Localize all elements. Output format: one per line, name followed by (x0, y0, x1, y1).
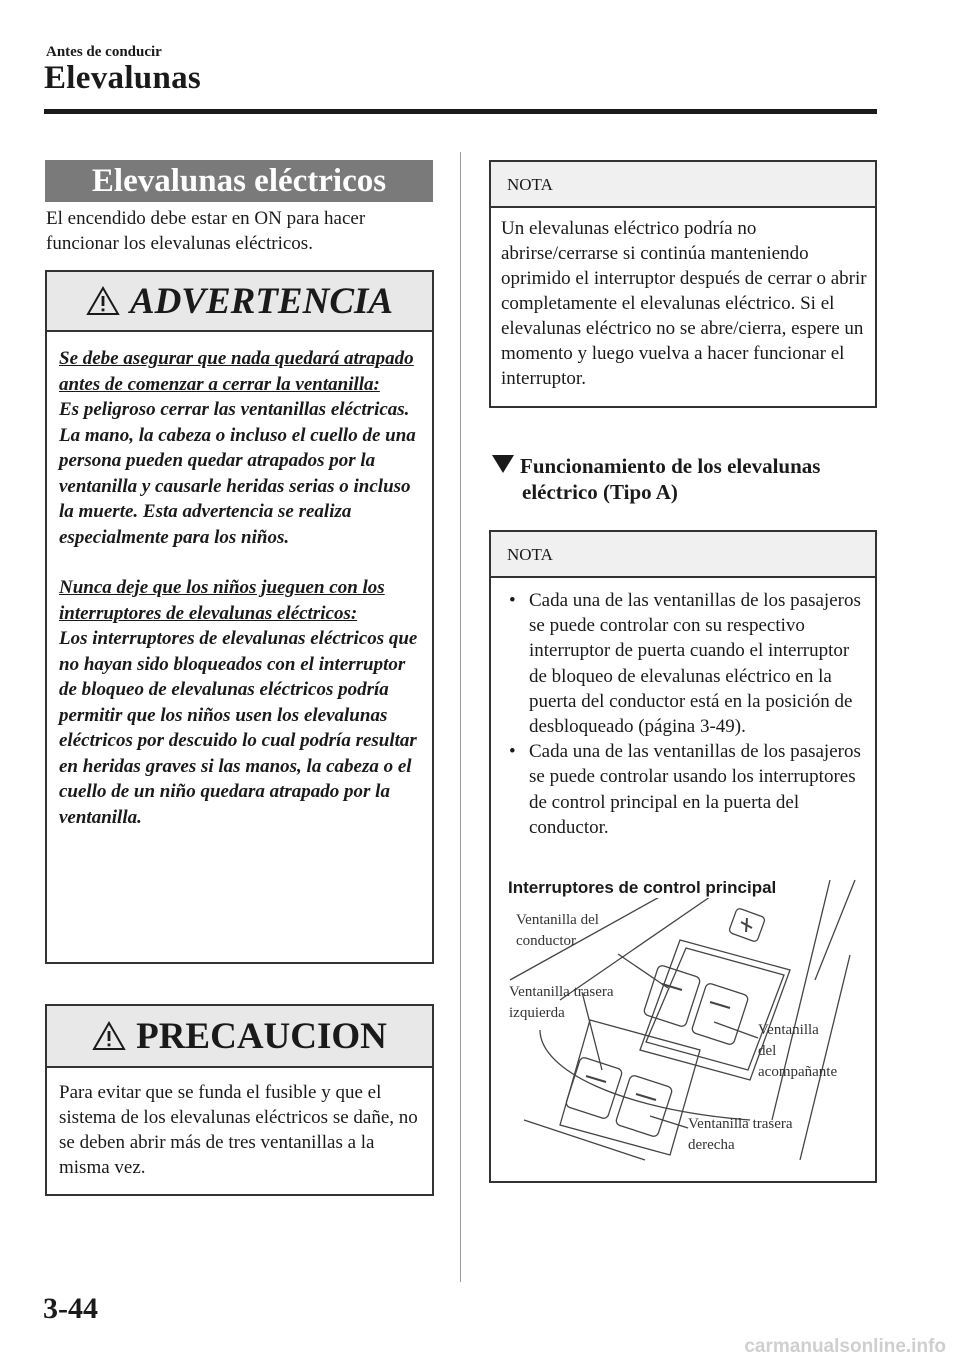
diagram-title: Interruptores de control principal (508, 878, 777, 897)
note-2-bullet: • Cada una de las ventanillas de los pasajeros se puede controlar con su respectivo interruptor de puerta cuando el interruptor de bloqueo de elevalunas eléctrico en la puerta del conductor está en la posición de desbloqueado (página 3-49). (491, 588, 867, 739)
switch-diagram (500, 870, 870, 1170)
subheading (492, 453, 872, 505)
caution-header (47, 1006, 432, 1068)
subheading-line-2: eléctrico (Tipo A) (522, 480, 678, 504)
note-2-body (491, 578, 875, 840)
note-2-bullet: • Cada una de las ventanillas de los pasajeros se puede controlar usando los interruptores de control principal en la puerta del conductor. (491, 739, 867, 840)
intro-paragraph: El encendido debe estar en ON para hacer funcionar los elevalunas eléctricos. (46, 208, 366, 254)
warning-p2-title: Nunca deje que los niños jueguen con los interruptores de elevalunas eléctricos: (59, 577, 385, 624)
caution-heading: PRECAUCION (136, 1015, 387, 1057)
warning-header (47, 272, 432, 332)
header-rule (44, 109, 877, 114)
note-1-heading: NOTA (491, 162, 875, 208)
subheading-line-1: Funcionamiento de los elevalunas (520, 454, 821, 478)
section-label: Antes de conducir (46, 44, 162, 60)
warning-triangle-icon (86, 286, 120, 316)
warning-p1-title: Se debe asegurar que nada quedará atrapado antes de comenzar a cerrar la ventanilla: (59, 348, 414, 395)
label-rear-right-window: Ventanilla trasera derecha (688, 1116, 793, 1153)
section-banner: Elevalunas eléctricos (45, 160, 433, 202)
warning-box (45, 270, 434, 964)
warning-p1-body: Es peligroso cerrar las ventanillas eléctricas. La mano, la cabeza o incluso el cuello de una persona pueden quedar atrapados por la ventanilla y causarle heridas serias o incluso la muerte. Esta advertencia se realiza especialmente para los niños. (59, 399, 416, 548)
label-driver-window: Ventanilla del conductor (516, 912, 599, 949)
warning-p2-body: Los interruptores de elevalunas eléctricos que no hayan sido bloqueados con el interruptor de bloqueo de elevalunas eléctricos podría permitir que los niños usen los elevalunas eléctricos por descuido lo cual podría resultar en heridas graves si las manos, la cabeza o el cuello de un niño quedara atrapado por la ventanilla. (59, 628, 418, 828)
caution-triangle-icon (92, 1021, 126, 1051)
column-divider (460, 152, 461, 1282)
page-title: Elevalunas (44, 60, 202, 96)
page-number: 3-44 (43, 1292, 98, 1325)
note-1-body: Un elevalunas eléctrico podría no abrirse/cerrarse si continúa manteniendo oprimido el interruptor después de cerrar o abrir completamente el elevalunas eléctrico. Si el elevalunas eléctrico no se abre/cierra, espere un momento y luego vuelva a hacer funcionar el interruptor. (501, 218, 867, 389)
label-passenger-window: Ventanilla del acompañante (758, 1022, 838, 1080)
note-box-1 (489, 160, 877, 408)
note-2-heading: NOTA (491, 532, 875, 578)
watermark: carmanualsonline.info (744, 1336, 946, 1357)
caution-body: Para evitar que se funda el fusible y que el sistema de los elevalunas eléctricos se dañe, no se deben abrir más de tres ventanillas a la misma vez. (59, 1082, 418, 1178)
triangle-bullet-icon (492, 455, 514, 473)
caution-box (45, 1004, 434, 1196)
warning-body (47, 332, 432, 830)
label-rear-left-window: Ventanilla trasera izquierda (509, 984, 614, 1021)
warning-heading: ADVERTENCIA (129, 280, 394, 322)
